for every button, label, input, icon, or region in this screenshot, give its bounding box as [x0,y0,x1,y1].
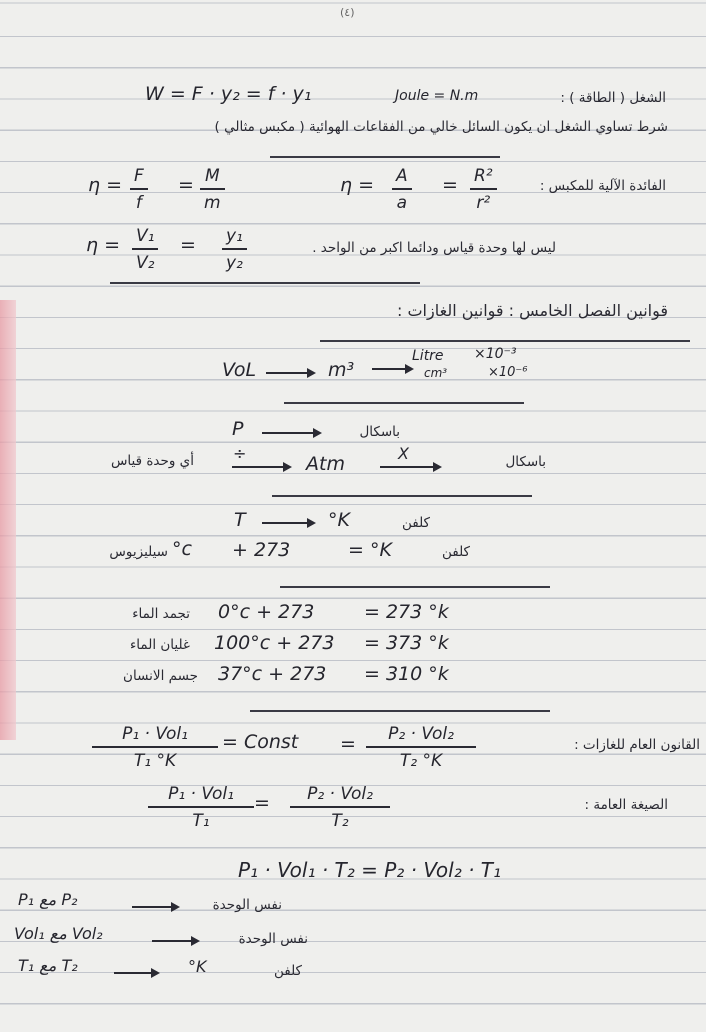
vol-m3: m³ [328,359,355,381]
pressure-symbol: P [232,418,244,440]
chapter-title: قوانين الفصل الخامس : قوانين الغازات : [397,301,668,320]
divider-1 [270,156,500,158]
eta-lhs-1: η = [340,174,375,196]
general-const: = Const [222,731,299,753]
multiply-sign: X [398,444,409,463]
vol-litre: Litre [412,348,444,364]
arrow-icon [232,466,290,468]
pressure-pascal: باسكال [359,424,400,440]
frac-y1-y2: y₁ y₂ [222,226,247,273]
vol-litre-factor: ×10⁻³ [474,346,517,362]
example-expr: 37°c + 273 [218,663,327,685]
temp-symbol: T [234,509,246,531]
frac-general-lhs: P₁ · Vol₁ T₁ °K [92,724,218,771]
example-result: = 273 °k [364,601,449,623]
margin-strip [0,300,16,740]
match-lhs: Vol₁ مع Vol₂ [14,924,103,943]
eta-lhs-2: η = [88,174,123,196]
page-number: (٤) [340,6,355,19]
frac-M-m: M m [200,166,225,213]
example-result: = 310 °k [364,663,449,685]
eq-sign: = [340,733,356,755]
match-unit: °K [188,957,207,976]
divider-3 [320,340,690,342]
pressure-to-pascal: باسكال [505,454,546,470]
pressure-atm: Atm [306,453,345,475]
efficiency-note: ليس لها وحدة قياس ودائما اكبر من الواحد . [312,240,556,256]
arrow-icon [262,432,320,434]
arrow-icon [372,368,412,370]
divider-2 [110,282,420,284]
divider-6 [280,586,550,588]
match-lhs: P₁ مع P₂ [18,890,78,909]
divider-7 [250,710,550,712]
arrow-icon [262,522,314,524]
frac-form-lhs: P₁ · Vol₁ T₁ [148,784,254,831]
temp-kelvin: °K [328,509,350,531]
celsius-word: سيليزيوس [109,544,168,560]
divider-4 [284,402,524,404]
arrow-icon [132,906,178,908]
match-rhs: نفس الوحدة [212,897,282,913]
work-label: الشغل ( الطاقة ) : [560,90,666,106]
arrow-icon [380,466,440,468]
eq-sign: = [180,234,196,256]
vol-symbol: VoL [222,359,257,381]
temp-equals: = °K [348,539,392,561]
match-rhs: نفس الوحدة [238,931,308,947]
frac-general-rhs: P₂ · Vol₂ T₂ °K [366,724,476,771]
vol-cm-factor: ×10⁻⁶ [488,365,528,380]
general-law-label: القانون العام للغازات : [574,737,700,753]
divide-sign: ÷ [233,444,247,463]
frac-F-f: F f [130,166,148,213]
eq-sign: = [178,174,194,196]
eta-lhs-3: η = [86,234,121,256]
work-formula: W = F · y₂ = f · y₁ [145,83,312,105]
match-lhs: T₁ مع T₂ [18,956,78,975]
work-condition: شرط تساوي الشغل ان يكون السائل خالي من الفقاعات الهوائية ( مكبس مثالي ) [214,119,668,135]
work-unit: Joule = N.m [395,88,479,104]
temp-plus: + 273 [232,539,291,561]
example-label: غليان الماء [129,637,190,653]
frac-R-r: R² r² [470,166,497,213]
example-label: جسم الانسان [123,668,198,684]
example-expr: 100°c + 273 [214,632,335,654]
kelvin-word-2: كلفن [441,544,470,560]
eq-sign: = [442,174,458,196]
frac-V1-V2: V₁ V₂ [132,226,158,273]
cross-formula: P₁ · Vol₁ · T₂ = P₂ · Vol₂ · T₁ [238,858,502,882]
example-label: تجمد الماء [132,606,190,622]
efficiency-label: الفائدة الآلية للمكبس : [539,178,666,194]
arrow-icon [114,972,158,974]
pressure-any-unit: أي وحدة قياس [110,453,194,469]
kelvin-word: كلفن [401,515,430,531]
divider-5 [272,495,532,497]
frac-form-rhs: P₂ · Vol₂ T₂ [290,784,390,831]
form-equals: = [254,792,270,814]
example-result: = 373 °k [364,632,449,654]
match-rhs: كلفن [273,963,302,979]
vol-cm3: cm³ [424,366,448,380]
general-form-label: الصيغة العامة : [584,797,668,813]
arrow-icon [266,372,314,374]
temp-celsius: °c [172,538,192,560]
arrow-icon [152,940,198,942]
frac-A-a: A a [392,166,412,213]
example-expr: 0°c + 273 [218,601,315,623]
